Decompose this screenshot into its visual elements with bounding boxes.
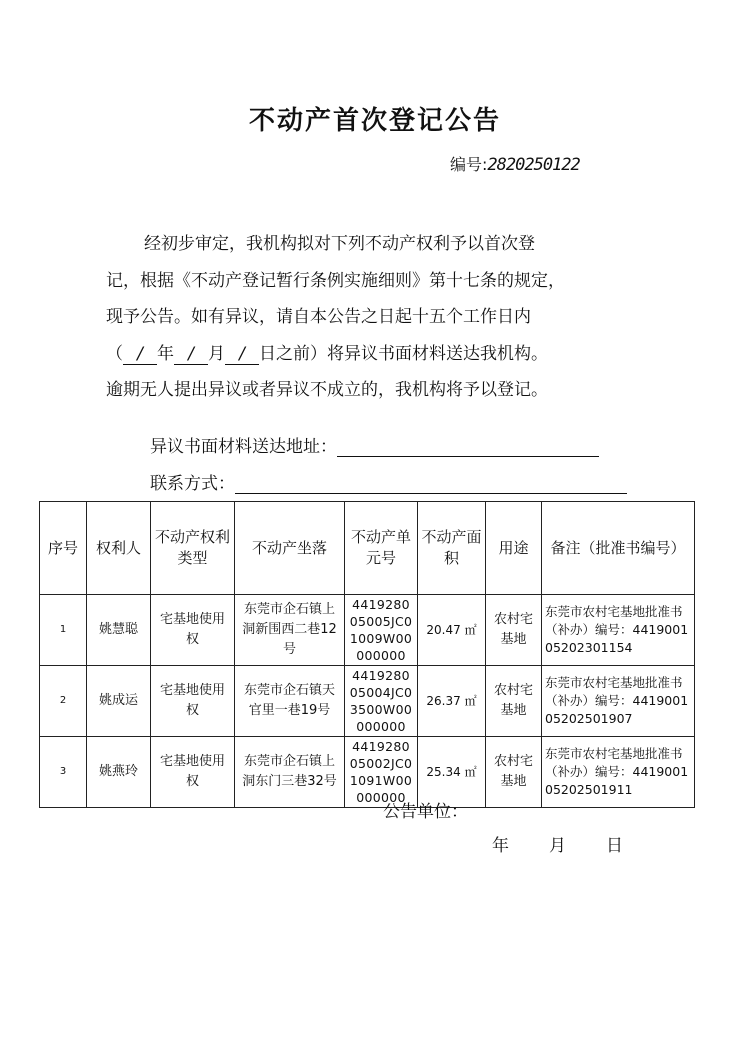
contact-field	[150, 469, 627, 494]
header-cell: 权利人	[87, 502, 151, 595]
right-type-cell: 宅基地使用权	[151, 595, 235, 666]
location-cell: 东莞市企石镇上洞新围西二巷12号	[235, 595, 345, 666]
body-line-1: 经初步审定，我机构拟对下列不动产权利予以首次登	[144, 234, 535, 254]
table-header-row	[40, 502, 695, 595]
header-cell: 备注（批准书编号）	[542, 502, 695, 595]
table-row	[40, 737, 695, 808]
body-line-2: 记，根据《不动产登记暂行条例实施细则》第十七条的规定，	[106, 270, 565, 291]
deadline-day-blank: /	[225, 344, 259, 365]
registration-table	[39, 501, 695, 808]
note-cell: 东莞市农村宅基地批准书（补办）编号：441900105202501911	[542, 737, 695, 808]
note-cell: 东莞市农村宅基地批准书（补办）编号：441900105202501907	[542, 666, 695, 737]
deadline-month-blank: /	[174, 344, 208, 365]
row-number: 2	[40, 666, 87, 737]
area-cell: 25.34 ㎡	[418, 737, 486, 808]
serial-value: 2820250122	[487, 155, 580, 175]
use-cell: 农村宅基地	[486, 595, 542, 666]
row-number: 3	[40, 737, 87, 808]
right-type-cell: 宅基地使用权	[151, 666, 235, 737]
body-line-3: 现予公告。如有异议，请自本公告之日起十五个工作日内	[106, 307, 531, 327]
note-cell: 东莞市农村宅基地批准书（补办）编号：441900105202301154	[542, 595, 695, 666]
location-cell: 东莞市企石镇上洞东门三巷32号	[235, 737, 345, 808]
objection-address-line	[337, 436, 599, 457]
document-title: 不动产首次登记公告	[248, 106, 501, 136]
unit-number-cell: 441928005002JC01091W00000000	[345, 737, 418, 808]
date-year-label: 年	[492, 836, 509, 856]
header-cell: 序号	[40, 502, 87, 595]
announcing-unit-label: 公告单位：	[383, 802, 468, 822]
use-cell: 农村宅基地	[486, 666, 542, 737]
serial-number	[450, 152, 580, 175]
date-month-label: 月	[549, 836, 566, 856]
header-cell: 不动产面积	[418, 502, 486, 595]
serial-label: 编号:	[450, 155, 488, 174]
announcement-date	[492, 831, 623, 856]
header-cell: 用途	[486, 502, 542, 595]
area-cell: 20.47 ㎡	[418, 595, 486, 666]
objection-deadline-line: （ / 年 / 月 / 日之前）将异议书面材料送达我机构。	[106, 343, 548, 364]
unit-number-cell: 441928005005JC01009W00000000	[345, 595, 418, 666]
contact-label: 联系方式：	[150, 474, 235, 494]
use-cell: 农村宅基地	[486, 737, 542, 808]
table-row	[40, 666, 695, 737]
table-row	[40, 595, 695, 666]
location-cell: 东莞市企石镇天官里一巷19号	[235, 666, 345, 737]
owner-cell: 姚燕玲	[87, 737, 151, 808]
deadline-year-blank: /	[123, 344, 157, 365]
date-day-label: 日	[606, 836, 623, 856]
owner-cell: 姚慧聪	[87, 595, 151, 666]
contact-line	[235, 473, 627, 494]
announcement-body	[106, 226, 666, 409]
header-cell: 不动产坐落	[235, 502, 345, 595]
owner-cell: 姚成运	[87, 666, 151, 737]
objection-address-field	[150, 432, 599, 457]
unit-number-cell: 441928005004JC03500W00000000	[345, 666, 418, 737]
right-type-cell: 宅基地使用权	[151, 737, 235, 808]
header-cell: 不动产权利类型	[151, 502, 235, 595]
objection-address-label: 异议书面材料送达地址：	[150, 437, 337, 457]
area-cell: 26.37 ㎡	[418, 666, 486, 737]
header-cell: 不动产单元号	[345, 502, 418, 595]
row-number: 1	[40, 595, 87, 666]
body-line-5: 逾期无人提出异议或者异议不成立的，我机构将予以登记。	[106, 380, 548, 400]
